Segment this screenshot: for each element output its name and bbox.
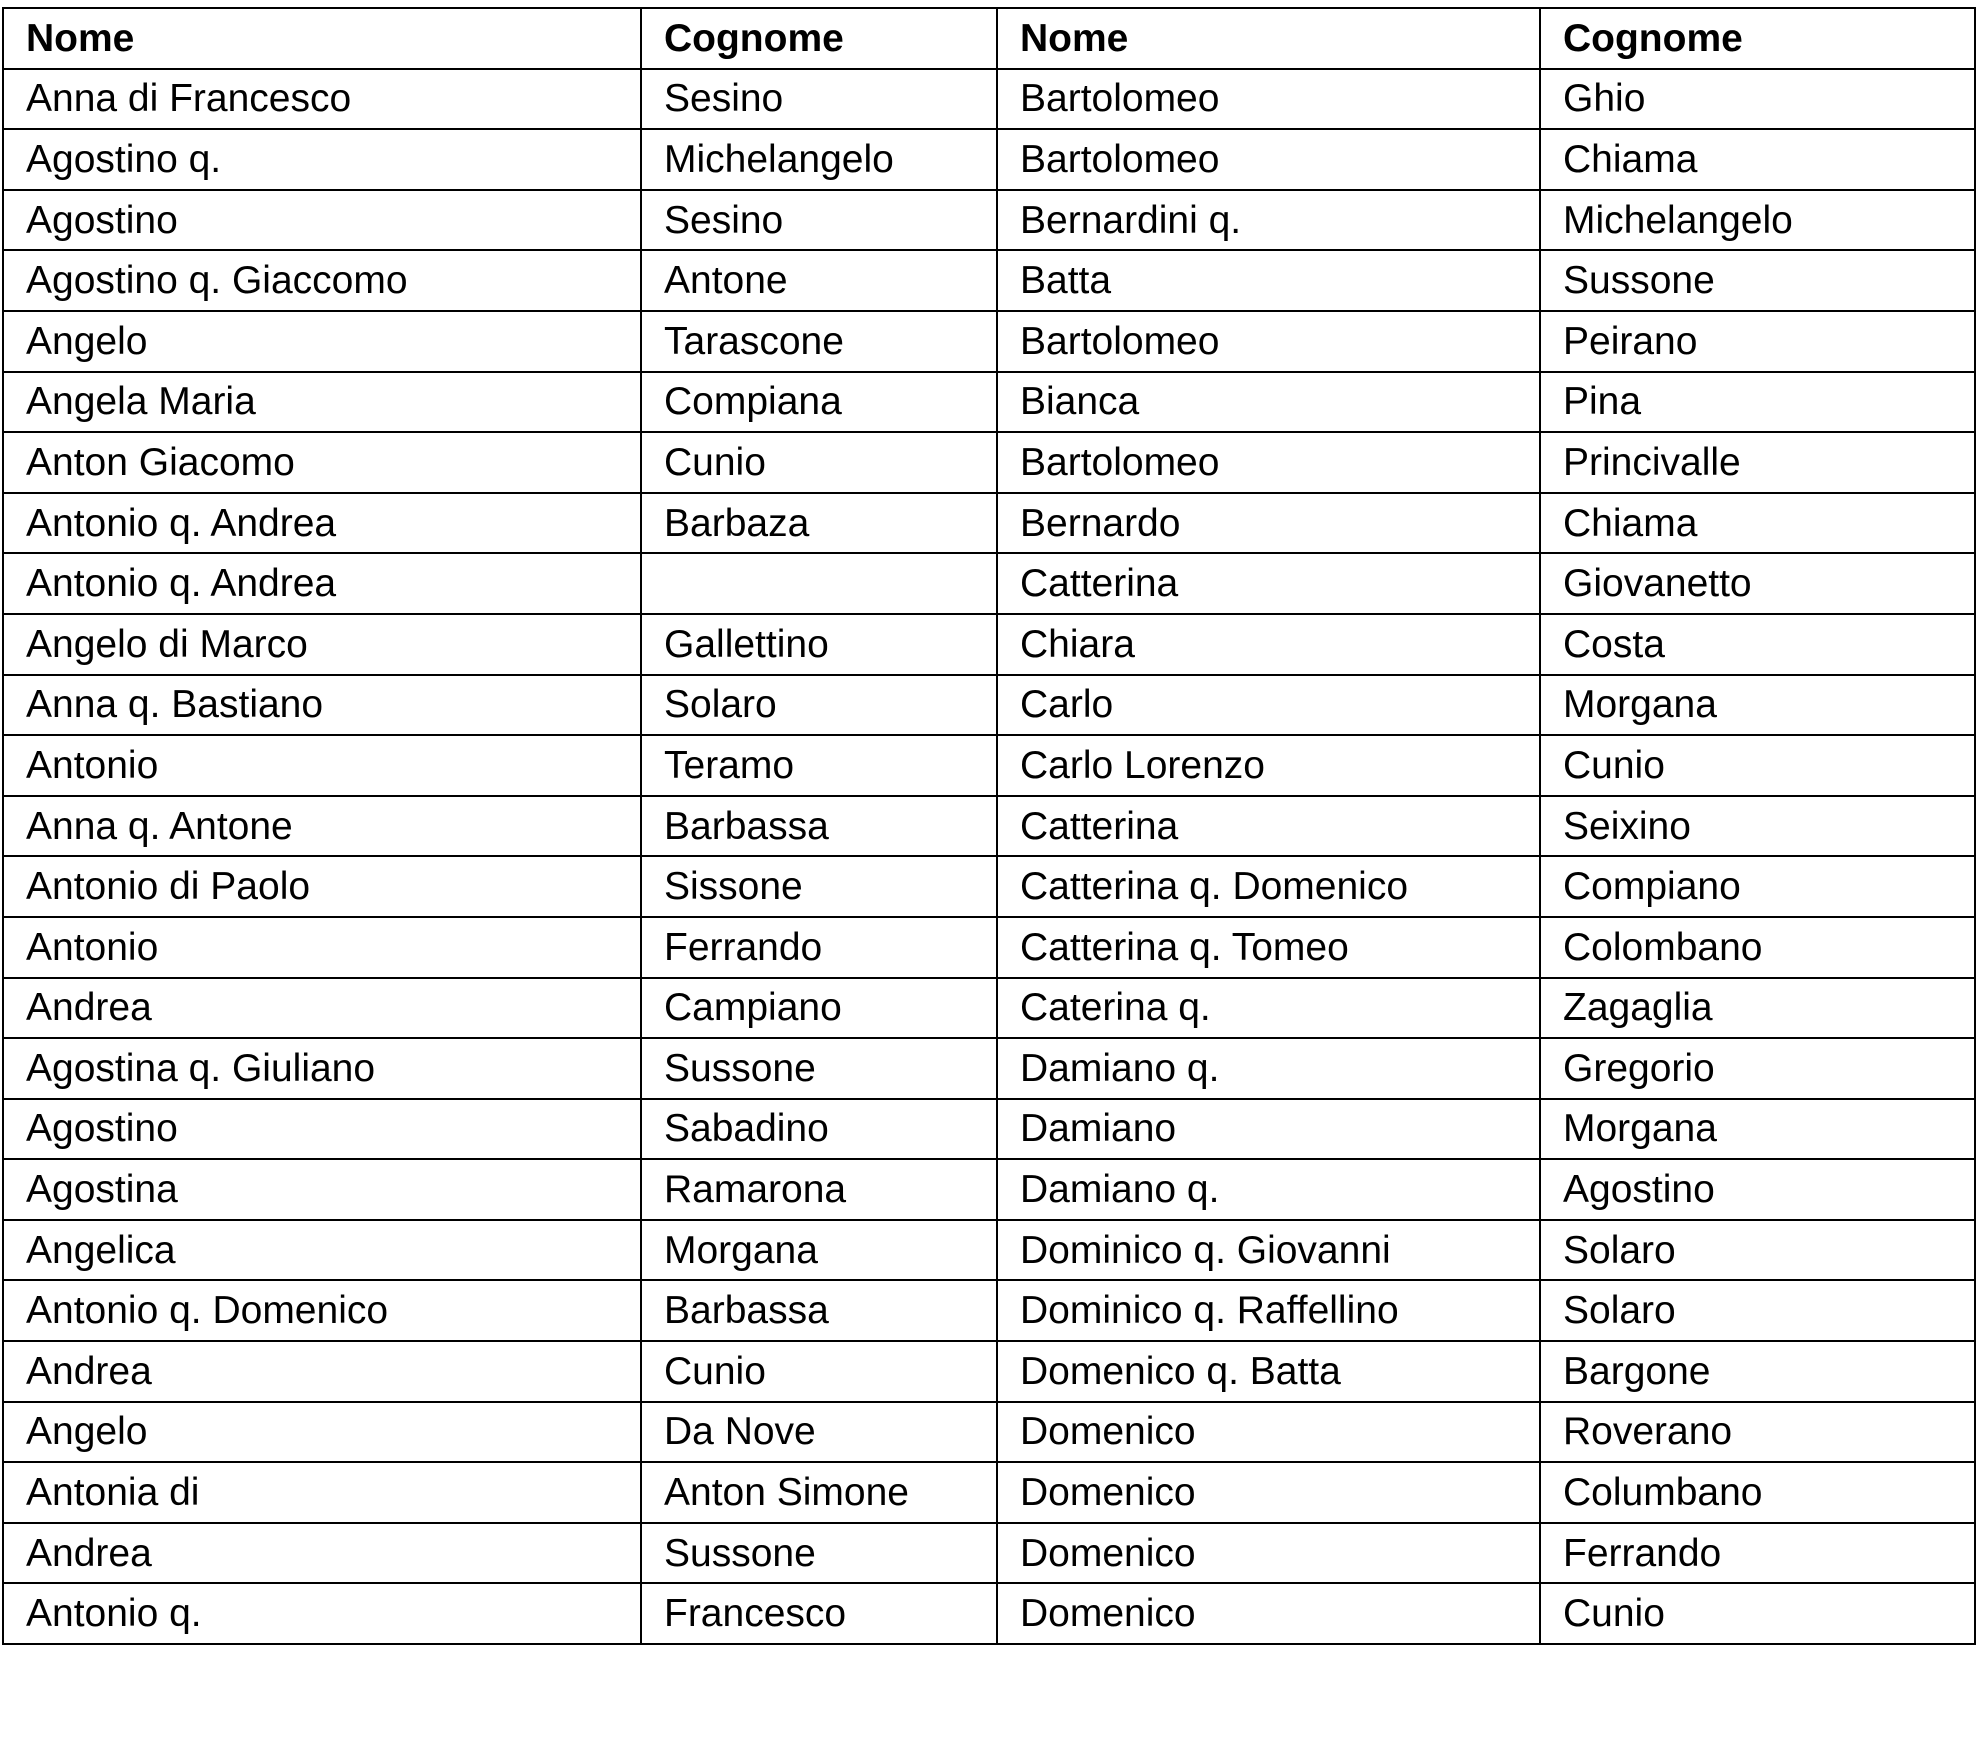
cell-cognome-1: Barbassa [641, 1280, 997, 1341]
cell-nome-2: Bartolomeo [997, 129, 1540, 190]
cell-nome-1: Andrea [3, 1341, 641, 1402]
cell-cognome-1: Tarascone [641, 311, 997, 372]
table-row [3, 1220, 1975, 1281]
cell-nome-1: Antonio q. Andrea [3, 493, 641, 554]
header-nome-1: Nome [3, 8, 641, 69]
table-row [3, 675, 1975, 736]
table-row [3, 978, 1975, 1039]
cell-cognome-1: Teramo [641, 735, 997, 796]
cell-nome-1: Andrea [3, 978, 641, 1039]
cell-nome-2: Dominico q. Giovanni [997, 1220, 1540, 1281]
table-row [3, 1341, 1975, 1402]
table-row [3, 553, 1975, 614]
cell-nome-2: Bartolomeo [997, 432, 1540, 493]
cell-cognome-2: Ghio [1540, 69, 1975, 130]
cell-nome-1: Agostino q. [3, 129, 641, 190]
table-row [3, 1280, 1975, 1341]
cell-cognome-2: Sussone [1540, 250, 1975, 311]
cell-cognome-2: Columbano [1540, 1462, 1975, 1523]
cell-nome-1: Agostino [3, 190, 641, 251]
header-row [3, 8, 1975, 69]
cell-cognome-1: Francesco [641, 1583, 997, 1644]
cell-nome-2: Domenico [997, 1462, 1540, 1523]
table-header [3, 8, 1975, 69]
cell-nome-1: Anton Giacomo [3, 432, 641, 493]
cell-cognome-2: Ferrando [1540, 1523, 1975, 1584]
cell-cognome-1: Cunio [641, 1341, 997, 1402]
cell-cognome-2: Michelangelo [1540, 190, 1975, 251]
table-row [3, 1583, 1975, 1644]
table-row [3, 190, 1975, 251]
cell-nome-2: Bartolomeo [997, 69, 1540, 130]
cell-nome-1: Angelica [3, 1220, 641, 1281]
table-row [3, 1462, 1975, 1523]
cell-cognome-2: Morgana [1540, 1099, 1975, 1160]
cell-nome-1: Anna q. Antone [3, 796, 641, 857]
cell-nome-2: Carlo Lorenzo [997, 735, 1540, 796]
cell-cognome-1: Anton Simone [641, 1462, 997, 1523]
table-row [3, 735, 1975, 796]
table-row [3, 796, 1975, 857]
table-row [3, 69, 1975, 130]
cell-nome-1: Antonio di Paolo [3, 856, 641, 917]
cell-cognome-1: Barbassa [641, 796, 997, 857]
cell-nome-2: Domenico q. Batta [997, 1341, 1540, 1402]
cell-nome-1: Agostino q. Giaccomo [3, 250, 641, 311]
cell-cognome-1: Sabadino [641, 1099, 997, 1160]
cell-cognome-2: Solaro [1540, 1220, 1975, 1281]
cell-nome-1: Antonio q. [3, 1583, 641, 1644]
header-cognome-1: Cognome [641, 8, 997, 69]
table-row [3, 1523, 1975, 1584]
cell-nome-2: Damiano q. [997, 1038, 1540, 1099]
cell-cognome-2: Morgana [1540, 675, 1975, 736]
cell-cognome-1: Antone [641, 250, 997, 311]
cell-nome-2: Batta [997, 250, 1540, 311]
cell-nome-2: Catterina [997, 553, 1540, 614]
header-cognome-2: Cognome [1540, 8, 1975, 69]
cell-cognome-1: Ferrando [641, 917, 997, 978]
names-table [2, 7, 1976, 1645]
cell-nome-2: Carlo [997, 675, 1540, 736]
table-row [3, 311, 1975, 372]
cell-cognome-2: Giovanetto [1540, 553, 1975, 614]
cell-cognome-1: Ramarona [641, 1159, 997, 1220]
table-row [3, 493, 1975, 554]
cell-nome-2: Dominico q. Raffellino [997, 1280, 1540, 1341]
cell-cognome-1: Da Nove [641, 1402, 997, 1463]
cell-nome-1: Agostino [3, 1099, 641, 1160]
cell-cognome-1: Gallettino [641, 614, 997, 675]
cell-cognome-1: Campiano [641, 978, 997, 1039]
cell-nome-2: Bianca [997, 372, 1540, 433]
cell-cognome-2: Costa [1540, 614, 1975, 675]
cell-nome-1: Andrea [3, 1523, 641, 1584]
cell-cognome-1: Morgana [641, 1220, 997, 1281]
table-row [3, 1402, 1975, 1463]
cell-nome-1: Anna di Francesco [3, 69, 641, 130]
cell-nome-2: Bernardini q. [997, 190, 1540, 251]
table-row [3, 432, 1975, 493]
table-row [3, 250, 1975, 311]
cell-nome-2: Domenico [997, 1523, 1540, 1584]
cell-nome-2: Domenico [997, 1583, 1540, 1644]
cell-cognome-2: Gregorio [1540, 1038, 1975, 1099]
cell-cognome-1: Sussone [641, 1038, 997, 1099]
cell-cognome-2: Chiama [1540, 493, 1975, 554]
cell-nome-1: Angelo di Marco [3, 614, 641, 675]
cell-cognome-2: Cunio [1540, 735, 1975, 796]
cell-cognome-2: Cunio [1540, 1583, 1975, 1644]
cell-cognome-2: Colombano [1540, 917, 1975, 978]
cell-nome-1: Antonio q. Andrea [3, 553, 641, 614]
cell-nome-1: Angelo [3, 311, 641, 372]
table-row [3, 1038, 1975, 1099]
cell-nome-2: Domenico [997, 1402, 1540, 1463]
table-row [3, 614, 1975, 675]
cell-cognome-1: Sussone [641, 1523, 997, 1584]
cell-cognome-1: Michelangelo [641, 129, 997, 190]
cell-nome-2: Bernardo [997, 493, 1540, 554]
cell-cognome-2: Pina [1540, 372, 1975, 433]
cell-cognome-2: Roverano [1540, 1402, 1975, 1463]
cell-nome-2: Caterina q. [997, 978, 1540, 1039]
cell-nome-1: Antonio [3, 917, 641, 978]
cell-cognome-1: Sesino [641, 190, 997, 251]
cell-cognome-1 [641, 553, 997, 614]
cell-nome-2: Catterina [997, 796, 1540, 857]
cell-cognome-2: Seixino [1540, 796, 1975, 857]
cell-nome-2: Catterina q. Domenico [997, 856, 1540, 917]
cell-cognome-1: Solaro [641, 675, 997, 736]
cell-nome-1: Antonia di [3, 1462, 641, 1523]
cell-nome-2: Damiano [997, 1099, 1540, 1160]
cell-cognome-1: Sissone [641, 856, 997, 917]
table-row [3, 372, 1975, 433]
cell-nome-1: Antonio [3, 735, 641, 796]
table-row [3, 1159, 1975, 1220]
cell-nome-1: Angelo [3, 1402, 641, 1463]
cell-cognome-1: Compiana [641, 372, 997, 433]
table-row [3, 856, 1975, 917]
cell-cognome-2: Peirano [1540, 311, 1975, 372]
header-nome-2: Nome [997, 8, 1540, 69]
cell-cognome-2: Solaro [1540, 1280, 1975, 1341]
cell-cognome-1: Cunio [641, 432, 997, 493]
cell-nome-1: Agostina [3, 1159, 641, 1220]
cell-cognome-1: Barbaza [641, 493, 997, 554]
cell-cognome-2: Bargone [1540, 1341, 1975, 1402]
table-row [3, 917, 1975, 978]
cell-nome-2: Damiano q. [997, 1159, 1540, 1220]
cell-nome-1: Anna q. Bastiano [3, 675, 641, 736]
table-row [3, 1099, 1975, 1160]
cell-cognome-2: Agostino [1540, 1159, 1975, 1220]
cell-nome-2: Catterina q. Tomeo [997, 917, 1540, 978]
cell-nome-1: Agostina q. Giuliano [3, 1038, 641, 1099]
table-row [3, 129, 1975, 190]
cell-cognome-1: Sesino [641, 69, 997, 130]
cell-nome-1: Antonio q. Domenico [3, 1280, 641, 1341]
table-body [3, 69, 1975, 1644]
cell-cognome-2: Princivalle [1540, 432, 1975, 493]
cell-nome-2: Bartolomeo [997, 311, 1540, 372]
cell-cognome-2: Chiama [1540, 129, 1975, 190]
cell-cognome-2: Zagaglia [1540, 978, 1975, 1039]
cell-nome-1: Angela Maria [3, 372, 641, 433]
cell-cognome-2: Compiano [1540, 856, 1975, 917]
cell-nome-2: Chiara [997, 614, 1540, 675]
